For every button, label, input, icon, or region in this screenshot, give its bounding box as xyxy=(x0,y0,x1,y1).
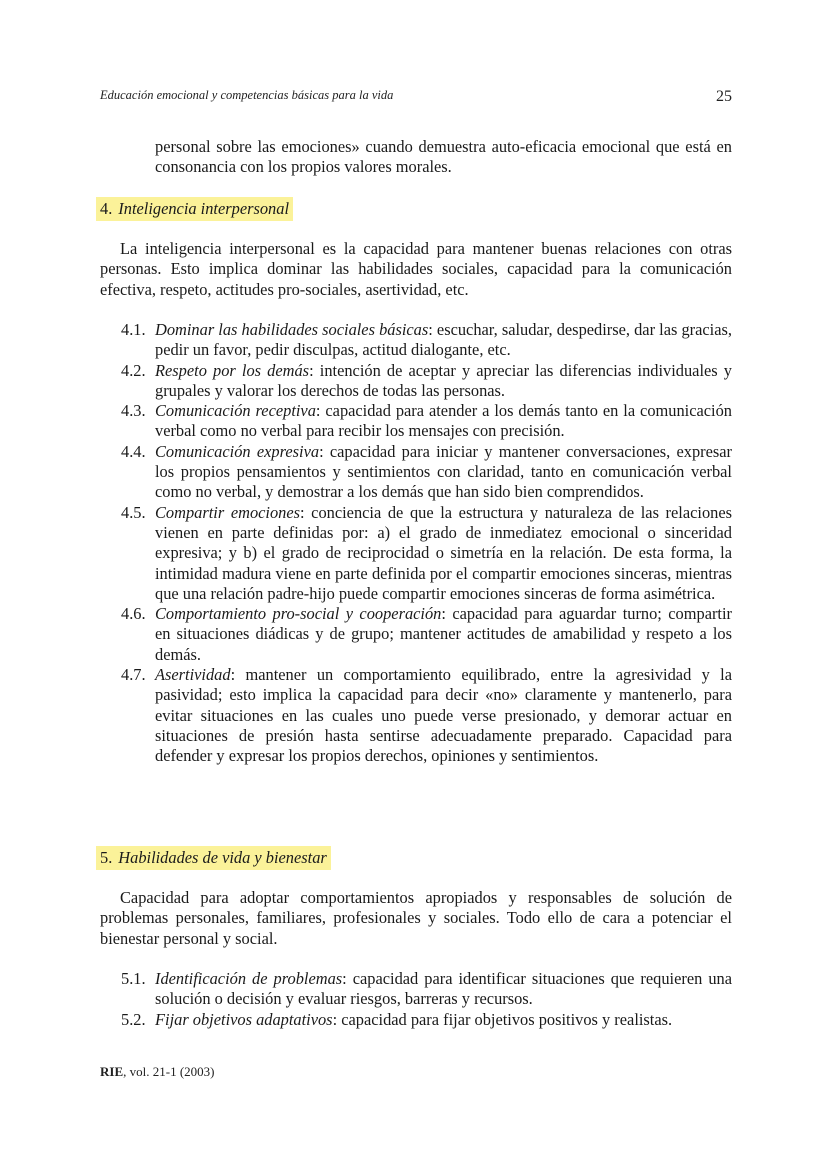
item-text: : intención de aceptar y apreciar las diferencias individuales y grupales y valorar los derechos de todas las personas. xyxy=(155,360,732,400)
item-number: 4.2. xyxy=(121,360,146,380)
item-text: : capacidad para identificar situaciones que requieren una solución o decisión y evaluar riesgos, barreras y recursos. xyxy=(155,969,732,1009)
item-text: : capacidad para iniciar y mantener conversaciones, expresar los propios pensamientos y sentimientos con claridad, tanto en comunicación verbal como no verbal, y demostrar a los demás que han sido bien comprendidos. xyxy=(155,441,732,502)
list-item xyxy=(100,969,732,1010)
list-item xyxy=(100,604,732,665)
item-text: : escuchar, saludar, despedirse, dar las gracias, pedir un favor, pedir disculpas, actitud dialogante, etc. xyxy=(155,320,732,360)
journal-name: RIE xyxy=(100,1064,124,1079)
section-number: 5. xyxy=(100,848,113,867)
item-text: : capacidad para atender a los demás tanto en la comunicación verbal como no verbal para recibir los mensajes con precisión. xyxy=(155,401,732,441)
running-header: Educación emocional y competencias básicas para la vida xyxy=(100,88,394,102)
page-number: 25 xyxy=(716,88,732,105)
section-heading-5 xyxy=(96,846,331,870)
list-item xyxy=(100,401,732,442)
section-5-list xyxy=(100,969,732,1030)
item-number: 4.3. xyxy=(121,401,146,421)
item-number: 5.1. xyxy=(121,969,146,988)
section-heading-4 xyxy=(96,197,293,221)
page-footer xyxy=(100,1064,214,1080)
journal-citation: , vol. 21-1 (2003) xyxy=(123,1064,215,1079)
item-term: Asertividad xyxy=(155,665,231,685)
section-number: 4. xyxy=(100,199,113,218)
item-number: 4.7. xyxy=(121,665,146,685)
continuation-paragraph: personal sobre las emociones» cuando demuestra auto-eficacia emocional que está en consonancia con los propios valores morales. xyxy=(155,137,732,177)
item-text: : mantener un comportamiento equilibrado, entre la agresividad y la pasividad; esto implica la capacidad para decir «no» claramente y mantenerlo, para evitar situaciones en las cuales uno puede verse presionado, y demorar actuar en situaciones de presión hasta sentirse adecuadamente preparado. Capacidad para defender y expresar los propios derechos, opiniones y sentimientos. xyxy=(155,665,732,766)
list-item xyxy=(100,503,732,604)
item-term: Respeto por los demás xyxy=(155,360,310,380)
item-term: Comunicación receptiva xyxy=(155,401,316,421)
item-text: : capacidad para aguardar turno; compartir en situaciones diádicas y de grupo; mantener actitudes de amabilidad y respeto a los demás. xyxy=(155,604,732,664)
item-number: 4.1. xyxy=(121,320,146,339)
item-number: 4.4. xyxy=(121,441,146,461)
list-item xyxy=(100,361,732,402)
item-text: : conciencia de que la estructura y naturaleza de las relaciones vienen en parte definidas por: a) el grado de inmediatez emocional o sinceridad expresiva; y b) el grado de reciprocidad o simetría en la relación. De esta forma, la intimidad madura viene en parte definida por el compartir emociones sinceras, mientras que una relación padre-hijo puede compartir emociones sinceras de forma asimétrica. xyxy=(155,502,732,603)
item-text: : capacidad para fijar objetivos positivos y realistas. xyxy=(332,1009,673,1029)
item-term: Comportamiento pro-social y cooperación xyxy=(155,604,442,624)
section-4-list xyxy=(100,320,732,767)
item-term: Compartir emociones xyxy=(155,502,301,522)
list-item xyxy=(100,665,732,766)
list-item xyxy=(100,442,732,503)
item-number: 5.2. xyxy=(121,1009,146,1029)
list-item xyxy=(100,320,732,361)
item-term: Identificación de problemas xyxy=(155,969,343,988)
item-number: 4.5. xyxy=(121,502,146,522)
item-term: Dominar las habilidades sociales básicas xyxy=(155,320,429,339)
item-term: Comunicación expresiva xyxy=(155,441,320,461)
section-5-paragraph: Capacidad para adoptar comportamientos apropiados y responsables de solución de problemas personales, familiares, profesionales y sociales. Todo ello de cara a potenciar el bienestar personal y social. xyxy=(100,888,732,948)
section-title: Inteligencia interpersonal xyxy=(118,199,289,218)
section-4-paragraph: La inteligencia interpersonal es la capacidad para mantener buenas relaciones con otras personas. Esto implica dominar las habilidades sociales, capacidad para la comunicación efectiva, respeto, actitudes pro-sociales, asertividad, etc. xyxy=(100,239,732,299)
item-number: 4.6. xyxy=(121,604,146,624)
list-item xyxy=(100,1010,732,1030)
item-term: Fijar objetivos adaptativos xyxy=(155,1009,333,1029)
section-title: Habilidades de vida y bienestar xyxy=(118,848,327,867)
